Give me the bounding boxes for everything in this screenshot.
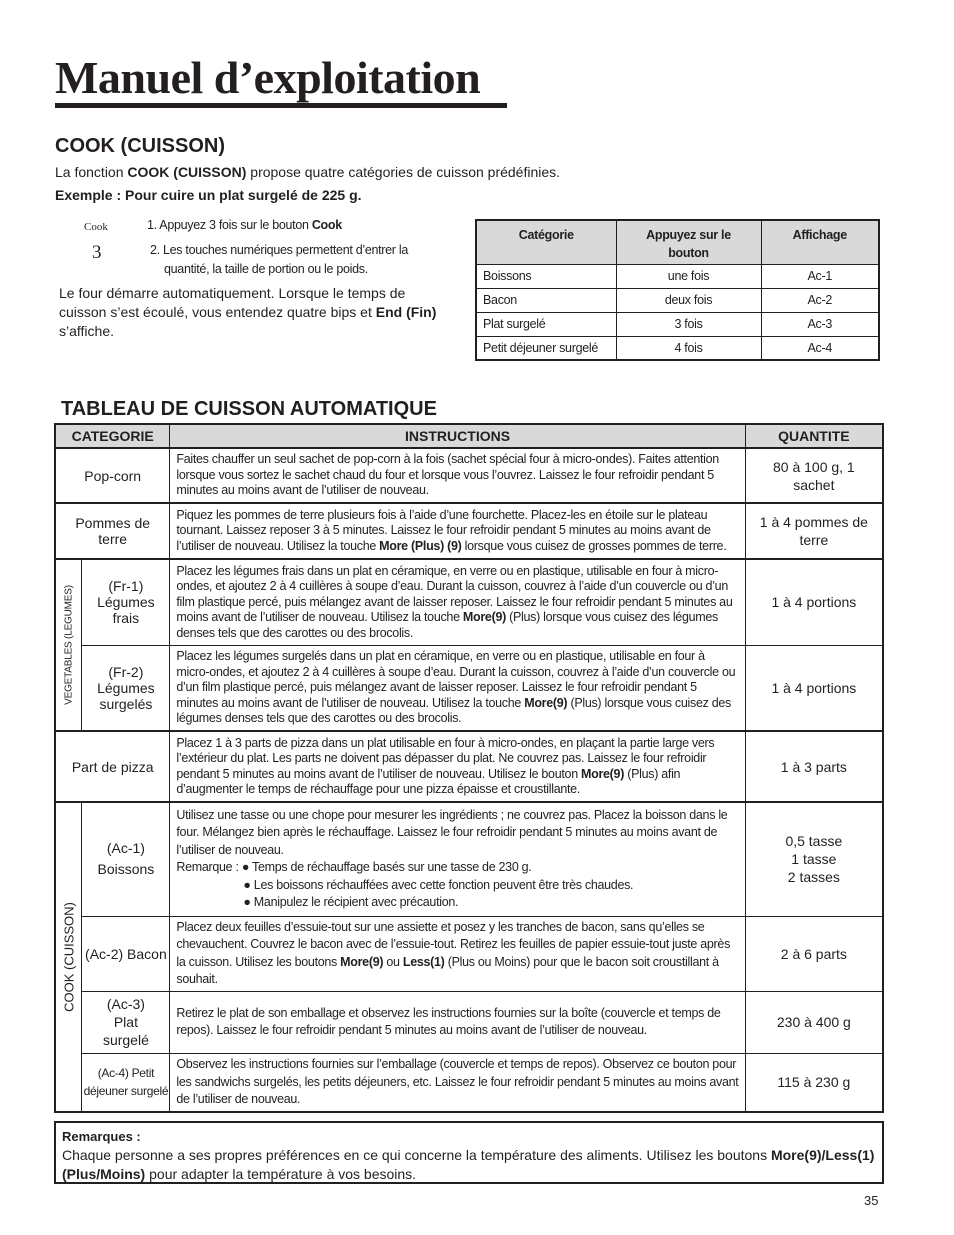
row-instructions [170, 802, 745, 916]
table-row [55, 448, 883, 503]
header-affichage: Affichage [761, 220, 879, 264]
bullet-item: ● Les boissons réchauffées avec cette fonction peuvent être très chaudes. [243, 877, 634, 892]
header-appuyez: Appuyez sur le bouton [616, 220, 761, 264]
auto-cook-table [54, 423, 884, 1113]
side-label-vegetables [55, 559, 82, 731]
row-category: (Ac-1) Boissons [82, 802, 170, 916]
instructions-bold: More(9) [524, 695, 568, 710]
bullet-item: ● Temps de réchauffage basés sur une tasse de 230 g. [241, 860, 532, 875]
row-category: Pommes de terre [55, 503, 170, 559]
cook-categories-table [475, 219, 880, 361]
instructions-bold: More(9) [462, 610, 506, 624]
table-row [476, 288, 879, 312]
row-instructions [170, 503, 745, 559]
row-quantity: 1 à 3 parts [745, 731, 883, 802]
remarks-label: Remarques : [62, 1129, 141, 1144]
cell-category: Petit déjeuner surgelé [476, 336, 616, 360]
auto-table-heading: TABLEAU DE CUISSON AUTOMATIQUE [61, 398, 437, 420]
cell-presses: une fois [616, 264, 761, 288]
cook-label: COOK (CUISSON) [61, 902, 77, 1012]
step-2-line-2: quantité, la taille de portion ou le poids. [164, 262, 368, 276]
row-instructions: Retirez le plat de son emballage et observez les instructions fournies sur la boîte (couvercle et temps de repos). Laissez le four refroidir pendant 5 minutes au moins avant de l’utiliser de nouveau. [170, 991, 745, 1053]
remark-label: Remarque : [176, 860, 242, 875]
row-category: (Ac-2) Bacon [82, 916, 170, 991]
instructions-text: Placez deux feuilles d’essuie-tout sur une assiette et posez y les tranches de bacon, sans qu’elles se chevauchent. Couvrez le bacon avec de l’essuie-tout. Retirez les feuilles de papier essuie-tout juste après la cuisson. Utilisez les boutons [176, 919, 731, 969]
instructions-text: Utilisez une tasse ou une chope pour mesurer les ingrédients ; ne couvrez pas. Placez la boisson dans le four. Mélangez bien après le réchauffage. Laissez le four refroidir pendant 5 minutes au moins avant de l’utiliser de nouveau. [176, 807, 728, 857]
intro-bold: COOK (CUISSON) [127, 164, 247, 180]
quantity-line: 1 tasse [791, 851, 837, 868]
row-quantity: 1 à 4 portions [745, 645, 883, 731]
intro-text-end: propose quatre catégories de cuisson prédéfinies. [246, 164, 561, 180]
step-1-text: 1. Appuyez 3 fois sur le bouton [147, 218, 312, 232]
quantity-line: 0,5 tasse [785, 833, 843, 850]
instructions-text: Piquez les pommes de terre plusieurs fois à l’aide d’une fourchette. Placez-les en étoile sur le plateau tournant. Laissez reposer 3 à 5 minutes. Laissez le four refroidir pendant 5 minutes au moins avant de l’utiliser de nouveau. Utilisez la touche [176, 507, 711, 553]
header-quantite: QUANTITE [745, 424, 883, 448]
side-label-cook [55, 802, 82, 1112]
remarks-text [62, 1146, 876, 1184]
instructions-bold: More(9) [340, 954, 384, 969]
vegetables-label: VEGETABLES (LEGUMES) [63, 585, 75, 705]
table-row [55, 991, 883, 1053]
row-instructions [170, 916, 745, 991]
cell-presses: 4 fois [616, 336, 761, 360]
intro-text: La fonction [55, 164, 128, 180]
page-title: Manuel d’exploitation [55, 52, 481, 103]
cell-category: Plat surgelé [476, 312, 616, 336]
cell-display: Ac-2 [761, 288, 879, 312]
row-category: (Fr-2) Légumes surgelés [82, 645, 170, 731]
cook-intro [55, 163, 560, 182]
cell-display: Ac-1 [761, 264, 879, 288]
step-1 [147, 216, 342, 234]
header-categorie: CATEGORIE [55, 424, 170, 448]
instructions-text-end: (Plus) lorsque vous cuisez des légumes denses tels que des carottes ou des brocolis. [176, 610, 718, 640]
row-quantity [745, 802, 883, 916]
table-header-row [476, 220, 879, 264]
row-quantity: 2 à 6 parts [745, 916, 883, 991]
instructions-bold: More(9) [581, 766, 625, 781]
instructions-text-end: (Plus) afin d’augmenter le temps de réchauffage pour une pizza épaisse et croustillante. [176, 766, 681, 796]
row-instructions [170, 645, 745, 731]
row-instructions: Observez les instructions fournies sur l’emballage (couvercle et temps de repos). Observez ce bouton pour les sandwichs surgelés, les petits déjeuners, etc. Laissez le four refroidir pendant 5 minutes au moins avant de l’utiliser de nouveau. [170, 1053, 745, 1112]
table-row [55, 916, 883, 991]
row-instructions: Faites chauffer un seul sachet de pop-corn à la fois (sachet spécial four à micro-ondes). Faites attention lorsque vous sortez le sachet chaud du four et lorsque vous l’ouvrez. Laissez le four refroidir pendant 5 minutes au moins avant de l’utiliser de nouveau. [170, 448, 745, 503]
cell-presses: 3 fois [616, 312, 761, 336]
row-instructions [170, 731, 745, 802]
digit-key: 3 [92, 242, 102, 263]
table-header-row [55, 424, 883, 448]
instructions-text-end: (Plus ou Moins) pour que le bacon soit croustillant à souhait. [176, 954, 719, 986]
row-quantity: 115 à 230 g [745, 1053, 883, 1112]
table-row [55, 503, 883, 559]
table-row [476, 312, 879, 336]
title-underline [55, 103, 507, 108]
cell-category: Boissons [476, 264, 616, 288]
remarks-body-end: pour adapter la température à vos besoins. [145, 1166, 417, 1182]
remarks-body: Chaque personne a ses propres préférences en ce qui concerne la température des aliments. Utilisez les boutons [62, 1147, 771, 1163]
row-category: Pop-corn [55, 448, 170, 503]
instructions-bold: Less(1) [402, 954, 445, 969]
page-number: 35 [864, 1193, 879, 1208]
row-category: Part de pizza [55, 731, 170, 802]
instructions-text: Placez les légumes surgelés dans un plat en céramique, en verre ou en plastique, utilisable en four à micro-ondes, et ajoutez 2 à 4 cuillères à soupe d’eau. Durant la cuisson, couvrez à l’aide d’un couvercle ou d’un film plastique percé, puis mélangez avant de laisser reposer. Laissez le four refroidir pendant 5 minutes au moins avant de l’utiliser de nouveau. Utilisez la touche [176, 649, 736, 710]
remarks-bold: More(9)/Less(1) (Plus/Moins) [62, 1147, 875, 1182]
row-quantity: 230 à 400 g [745, 991, 883, 1053]
bullet-item: ● Manipulez le récipient avec précaution. [243, 895, 459, 910]
remark-line [176, 859, 738, 877]
table-row [55, 1053, 883, 1112]
para-text-end: s’affiche. [59, 323, 114, 339]
instructions-text: ou [383, 954, 403, 969]
row-category: (Ac-3) Plat surgelé [82, 991, 170, 1053]
table-row [55, 802, 883, 916]
step-1-bold: Cook [311, 218, 342, 232]
row-category: (Ac-4) Petit déjeuner surgelé [82, 1053, 170, 1112]
table-row [55, 559, 883, 645]
instructions-text: Placez les légumes frais dans un plat en céramique, en verre ou en plastique, utilisable en four à micro-ondes, et ajoutez 2 à 4 cuillères à soupe d’eau. Durant la cuisson, couvrez à l’aide d’un couvercle ou d’un film plastique percé, puis mélangez avant de laisser reposer. Laissez le four refroidir pendant 5 minutes au moins avant de l’utiliser de nouveau. Utilisez la touche [176, 563, 733, 624]
cell-display: Ac-3 [761, 312, 879, 336]
quantity-line: 2 tasses [787, 869, 840, 886]
table-row [476, 264, 879, 288]
row-category: (Fr-1) Légumes frais [82, 559, 170, 645]
cell-category: Bacon [476, 288, 616, 312]
cook-example: Exemple : Pour cuire un plat surgelé de 225 g. [55, 187, 362, 203]
row-quantity: 1 à 4 pommes de terre [745, 503, 883, 559]
instructions-bold: More (Plus) (9) [379, 538, 462, 553]
row-quantity: 80 à 100 g, 1 sachet [745, 448, 883, 503]
para-text: Le four démarre automatiquement. Lorsque le temps de cuisson s’est écoulé, vous entendez quatre bips et [59, 285, 406, 320]
header-categorie: Catégorie [476, 220, 616, 264]
cook-key-label: Cook [84, 221, 108, 233]
instructions-text-end: lorsque vous cuisez de grosses pommes de terre. [461, 538, 727, 553]
instructions-text: Placez 1 à 3 parts de pizza dans un plat utilisable en four à micro-ondes, en plaçant la partie large vers l’extérieur du plat. Les parts ne doivent pas dépasser du plat. Ne couvrez pas. Laissez le four refroidir pendant 5 minutes au moins avant de l’utiliser de nouveau. Utilisez le bouton [176, 735, 715, 781]
cell-display: Ac-4 [761, 336, 879, 360]
table-row [476, 336, 879, 360]
row-quantity: 1 à 4 portions [745, 559, 883, 645]
cell-presses: deux fois [616, 288, 761, 312]
cook-heading: COOK (CUISSON) [55, 135, 225, 157]
table-row [55, 731, 883, 802]
para-bold: End (Fin) [375, 304, 437, 320]
row-instructions [170, 559, 745, 645]
step-2-line-1: 2. Les touches numériques permettent d’entrer la [150, 243, 408, 257]
instructions-text-end: (Plus) lorsque vous cuisez des légumes denses tels que des carottes ou des brocolis. [176, 695, 731, 725]
header-instructions: INSTRUCTIONS [170, 424, 745, 448]
cook-paragraph [59, 284, 451, 341]
table-row [55, 645, 883, 731]
remarks-box [54, 1121, 884, 1184]
